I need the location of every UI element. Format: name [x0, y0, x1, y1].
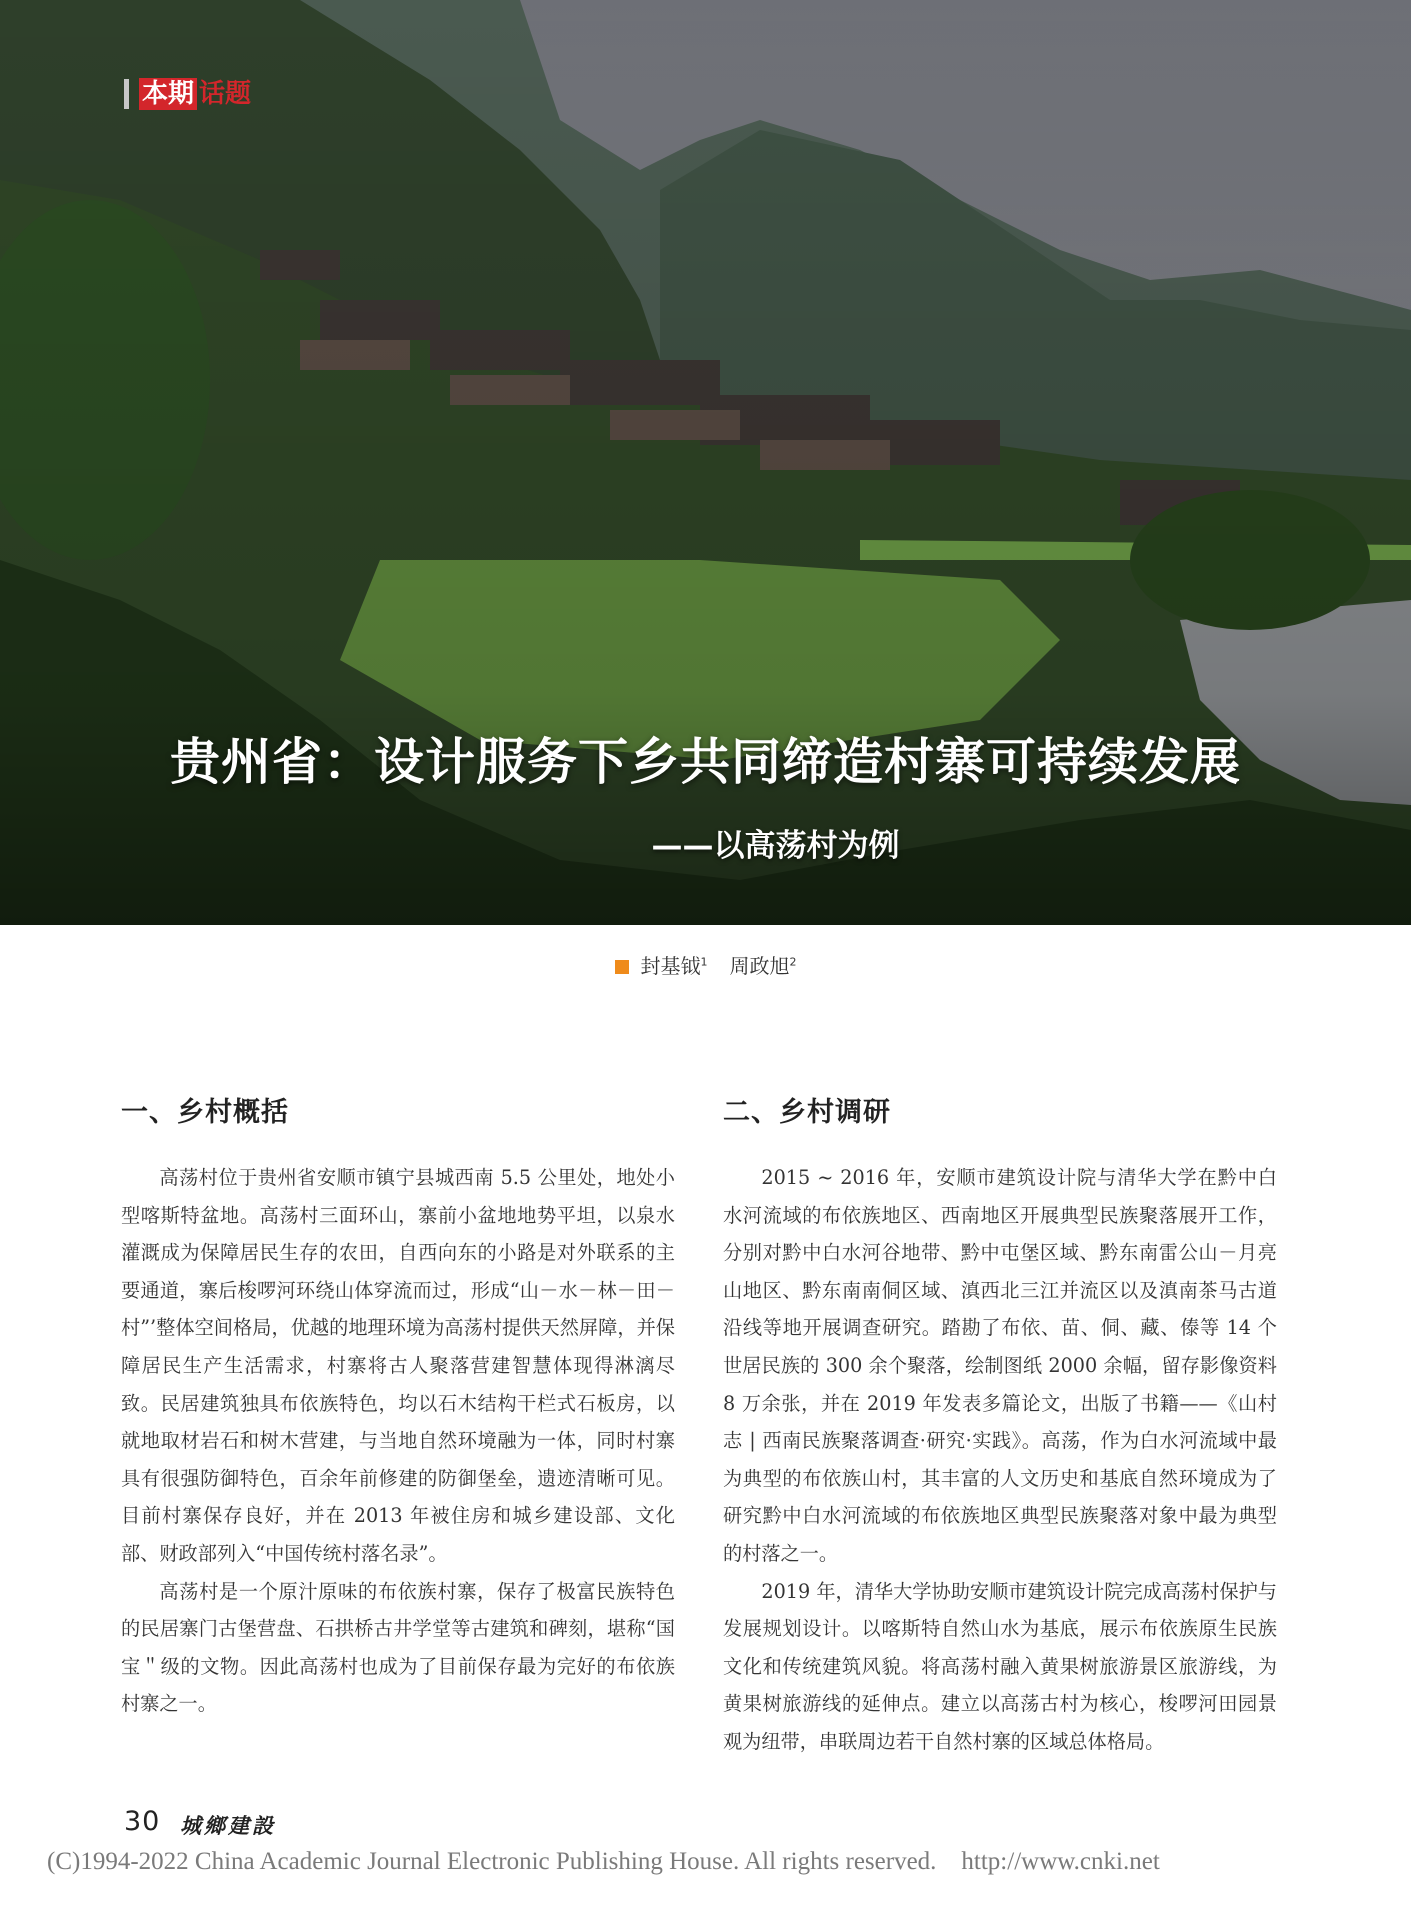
column-tag-label-b: 话题 — [199, 79, 252, 109]
paragraph: 高荡村位于贵州省安顺市镇宁县城西南 5.5 公里处，地处小型喀斯特盆地。高荡村三面环山，寨前小盆地地势平坦，以泉水灌溉成为保障居民生存的农田，自西向东的小路是对外联系的主要通道，寨后梭啰河环绕山体穿流而过，形成“山－水－林－田－村”’整体空间格局，优越的地理环境为高荡村提供天然屏障，并保障居民生产生活需求，村寨将古人聚落营建智慧体现得淋漓尽致。民居建筑独具布依族特色，均以石木结构干栏式石板房，以就地取材岩石和树木营建，与当地自然环境融为一体，同时村寨具有很强防御特色，百余年前修建的防御堡垒，遗迹清晰可见。目前村寨保存良好，并在 2013 年被住房和城乡建设部、文化部、财政部列入“中国传统村落名录”。 — [121, 1166, 675, 1565]
author-name: 封基钺 — [640, 954, 701, 978]
author-affiliation-sup: 1 — [700, 955, 708, 969]
article-title: 贵州省：设计服务下乡共同缔造村寨可持续发展 — [170, 733, 1241, 791]
author-line — [0, 950, 1411, 979]
paragraph: 2019 年，清华大学协助安顺市建筑设计院完成高荡村保护与发展规划设计。以喀斯特自然山水为基底，展示布依族原生民族文化和传统建筑风貌。将高荡村融入黄果树旅游景区旅游线，为黄果树旅游线的延伸点。建立以高荡古村为核心，梭啰河田园景观为纽带，串联周边若干自然村寨的区域总体格局。 — [723, 1579, 1277, 1753]
paragraph: 2015 ~ 2016 年，安顺市建筑设计院与清华大学在黔中白水河流域的布依族地区、西南地区开展典型民族聚落展开工作，分别对黔中白水河谷地带、黔中屯堡区域、黔东南雷公山－月亮山地区、黔东南南侗区域、滇西北三江并流区以及滇南茶马古道沿线等地开展调查研究。踏勘了布依、苗、侗、藏、傣等 14 个世居民族的 300 余个聚落，绘制图纸 2000 余幅，留存影像资料 8 万余张，并在 2019 年发表多篇论文，出版了书籍——《山村志 | 西南民族聚落调查·研究·实践》。高荡，作为白水河流域中最为典型的布依族山村，其丰富的人文历史和基底自然环境成为了研究黔中白水河流域的布依族地区典型民族聚落对象中最为典型的村落之一。 — [723, 1166, 1277, 1565]
column-tag-label-a: 本期 — [139, 78, 197, 110]
column-tag-bar — [124, 79, 129, 109]
hero-photo — [0, 0, 1411, 925]
article-subtitle: ——以高荡村为例 — [651, 828, 900, 864]
author-marker-icon — [615, 960, 629, 974]
column-tag — [124, 78, 251, 110]
copyright-line: (C)1994-2022 China Academic Journal Electronic Publishing House. All rights reserved. http://www.cnki.net — [47, 1848, 1160, 1875]
author-affiliation-sup: 2 — [789, 955, 797, 969]
section-heading-1: 一、乡村概括 — [121, 1097, 289, 1128]
author-name: 周政旭 — [729, 954, 790, 978]
page-number: 30 — [124, 1806, 161, 1837]
journal-logo: 城鄉建設 — [180, 1813, 276, 1838]
section-heading-2: 二、乡村调研 — [723, 1097, 891, 1128]
paragraph: 高荡村是一个原汁原味的布依族村寨，保存了极富民族特色的民居寨门古堡营盘、石拱桥古井学堂等古建筑和碑刻，堪称“国宝＂级的文物。因此高荡村也成为了目前保存最为完好的布依族村寨之一。 — [121, 1579, 675, 1716]
right-column — [723, 1090, 1277, 1761]
left-column — [121, 1090, 675, 1723]
